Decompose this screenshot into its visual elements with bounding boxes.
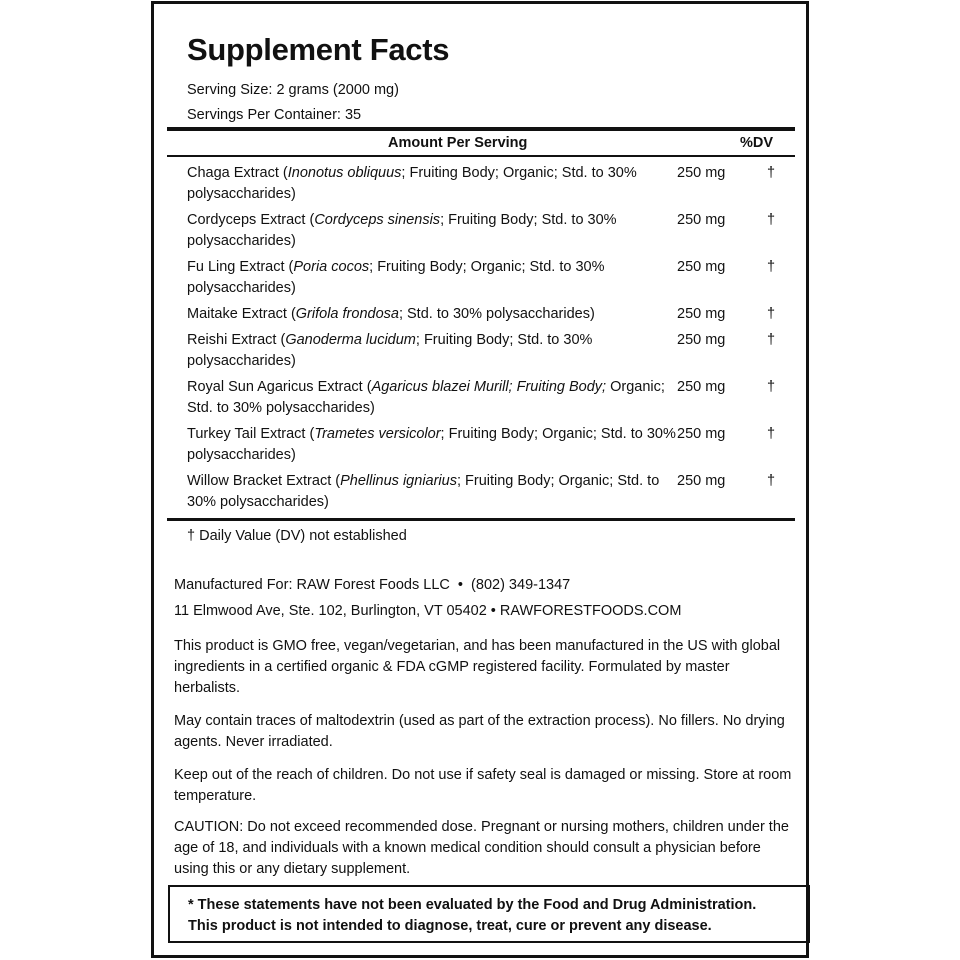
ingredient-name: Willow Bracket Extract (Phellinus igniarius; Fruiting Body; Organic; Std. to 30% polysaccharides) — [187, 473, 660, 510]
fda-disclaimer-line2: This product is not intended to diagnose, treat, cure or prevent any disease. — [188, 918, 712, 934]
header-rule-bottom — [167, 155, 795, 157]
dagger-icon: † — [767, 426, 776, 442]
ingredient-name: Turkey Tail Extract (Trametes versicolor; Fruiting Body; Organic; Std. to 30% polysaccharides) — [187, 426, 676, 463]
dagger-icon: † — [767, 379, 776, 395]
ingredient-name: Royal Sun Agaricus Extract (Agaricus blazei Murill; Fruiting Body; Organic; Std. to 30% polysaccharides) — [187, 379, 665, 416]
fda-disclaimer-line1: * These statements have not been evaluated by the Food and Drug Administration. — [188, 897, 757, 913]
ingredient-row-cordyceps — [187, 210, 797, 252]
storage-statement: Keep out of the reach of children. Do not use if safety seal is damaged or missing. Store at room temperature. — [174, 767, 792, 804]
ingredient-name: Chaga Extract (Inonotus obliquus; Fruiting Body; Organic; Std. to 30% polysaccharides) — [187, 165, 637, 202]
header-dv: %DV — [740, 135, 774, 151]
ingredient-row-reishi — [187, 330, 797, 372]
ingredient-name: Cordyceps Extract (Cordyceps sinensis; Fruiting Body; Std. to 30% polysaccharides) — [187, 212, 617, 249]
ingredient-name: Maitake Extract (Grifola frondosa; Std. to 30% polysaccharides) — [187, 306, 595, 322]
supplement-facts-label — [151, 1, 809, 958]
ingredient-amount: 250 mg — [677, 473, 726, 489]
ingredient-name: Fu Ling Extract (Poria cocos; Fruiting Body; Organic; Std. to 30% polysaccharides) — [187, 259, 605, 296]
ingredient-amount: 250 mg — [677, 332, 726, 348]
ingredient-name: Reishi Extract (Ganoderma lucidum; Fruiting Body; Std. to 30% polysaccharides) — [187, 332, 593, 369]
dagger-icon: † — [767, 165, 776, 181]
ingredient-amount: 250 mg — [677, 165, 726, 181]
maltodextrin-statement: May contain traces of maltodextrin (used as part of the extraction process). No fillers. No drying agents. Never irradiated. — [174, 713, 785, 750]
servings-per-container: Servings Per Container: 35 — [187, 107, 362, 123]
table-bottom-rule — [167, 518, 795, 521]
dagger-icon: † — [767, 306, 776, 322]
dv-footnote: † Daily Value (DV) not established — [187, 528, 407, 544]
address-line: 11 Elmwood Ave, Ste. 102, Burlington, VT 05402 • RAWFORESTFOODS.COM — [174, 603, 682, 619]
ingredient-amount: 250 mg — [677, 259, 726, 275]
ingredient-amount: 250 mg — [677, 306, 726, 322]
ingredient-amount: 250 mg — [677, 426, 726, 442]
header-rule-top — [167, 127, 795, 131]
dagger-icon: † — [767, 473, 776, 489]
ingredient-row-maitake — [187, 304, 797, 325]
ingredient-row-royal-sun-agaricus — [187, 377, 797, 419]
ingredient-row-fu-ling — [187, 257, 797, 299]
header-amount-per-serving: Amount Per Serving — [388, 135, 528, 151]
caution-statement: CAUTION: Do not exceed recommended dose. Pregnant or nursing mothers, children under the age of 18, and individuals with a known medical condition should consult a physician before using this or any dietary supplement. — [174, 819, 789, 877]
ingredient-table — [187, 163, 797, 518]
dagger-icon: † — [767, 332, 776, 348]
ingredient-row-turkey-tail — [187, 424, 797, 466]
manufacturer-line: Manufactured For: RAW Forest Foods LLC • (802) 349-1347 — [174, 577, 571, 593]
ingredient-amount: 250 mg — [677, 212, 726, 228]
dagger-icon: † — [767, 212, 776, 228]
ingredient-row-willow-bracket — [187, 471, 797, 513]
ingredient-amount: 250 mg — [677, 379, 726, 395]
gmo-statement: This product is GMO free, vegan/vegetarian, and has been manufactured in the US with global ingredients in a certified organic & FDA cGMP registered facility. Formulated by master herbalists. — [174, 638, 781, 696]
dagger-icon: † — [767, 259, 776, 275]
fda-disclaimer-box — [168, 885, 810, 943]
ingredient-row-chaga — [187, 163, 797, 205]
label-title: Supplement Facts — [187, 32, 450, 67]
serving-size: Serving Size: 2 grams (2000 mg) — [187, 82, 399, 98]
